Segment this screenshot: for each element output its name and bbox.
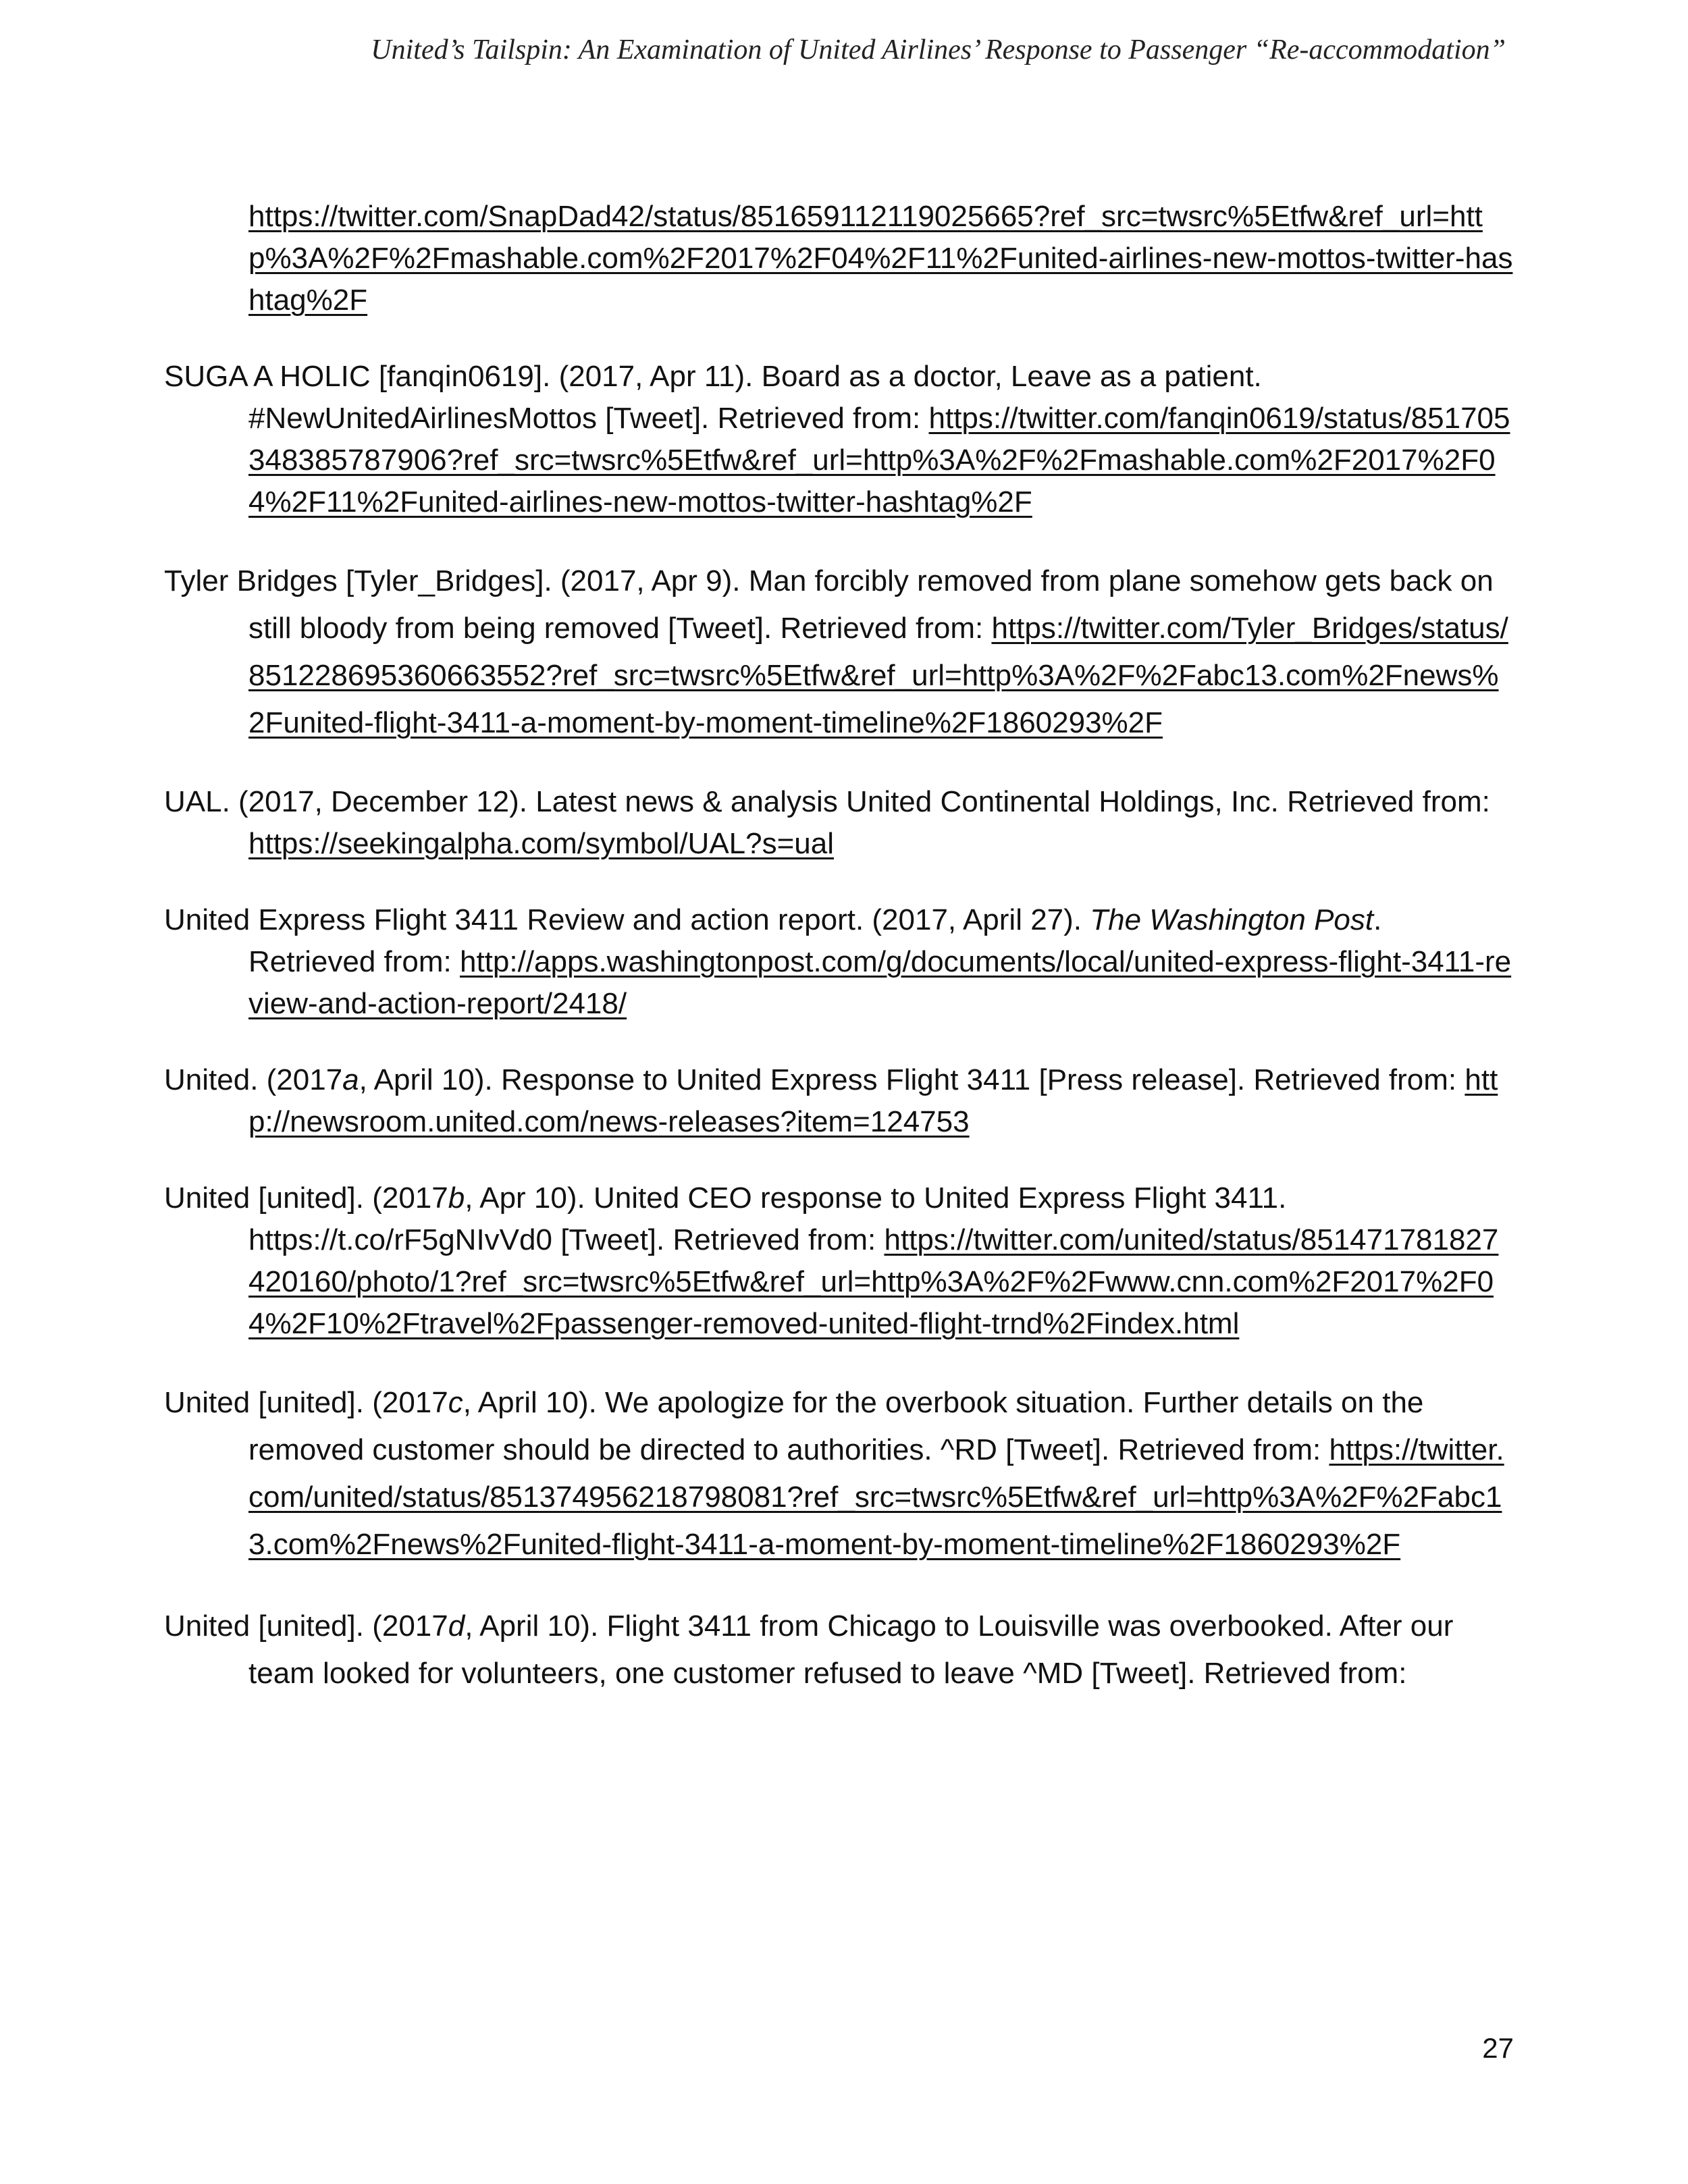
reference-entry <box>164 899 1514 1025</box>
reference-entry <box>164 781 1514 865</box>
reference-entry <box>164 558 1514 747</box>
reference-italic: d <box>448 1609 465 1643</box>
reference-italic: c <box>448 1386 463 1419</box>
reference-list <box>164 196 1514 1732</box>
reference-text: United [united]. (2017 <box>164 1386 448 1419</box>
page-number: 27 <box>1482 2032 1514 2064</box>
reference-entry <box>164 356 1514 523</box>
reference-text: UAL. (2017, December 12). Latest news & analysis United Continental Holdings, Inc. Retrieved from: <box>164 785 1490 818</box>
reference-link[interactable]: https://twitter.com/united/status/851471781827420160/photo/1?ref_src=twsrc%5Etfw&ref_url=http%3A%2F%2Fwww.cnn.com%2F2017%2F04%2F10%2Ftravel%2Fpassenger-removed-united-flight-trnd%2Findex.html <box>248 1223 1499 1340</box>
reference-text: , April 10). Response to United Express Flight 3411 [Press release]. Retrieved from: <box>359 1063 1465 1096</box>
reference-text: , April 10). Flight 3411 from Chicago to Louisville was overbooked. After our team looked for volunteers, one customer refused to leave ^MD [Tweet]. Retrieved from: <box>248 1609 1454 1690</box>
reference-text: United [united]. (2017 <box>164 1609 448 1643</box>
reference-entry <box>164 1379 1514 1568</box>
reference-link[interactable]: https://twitter.com/united/status/851374956218798081?ref_src=twsrc%5Etfw&ref_url=http%3A%2F%2Fabc13.com%2Fnews%2Funited-flight-3411-a-moment-by-moment-timeline%2F1860293%2F <box>248 1433 1504 1561</box>
reference-text: . Retrieved from: <box>248 903 1382 978</box>
reference-entry <box>164 1177 1514 1345</box>
reference-link[interactable]: http://apps.washingtonpost.com/g/documents/local/united-express-flight-3411-review-and-action-report/2418/ <box>248 945 1512 1020</box>
reference-text: Tyler Bridges [Tyler_Bridges]. (2017, Apr 9). Man forcibly removed from plane somehow gets back on still bloody from being removed [Tweet]. Retrieved from: <box>164 564 1494 645</box>
reference-link[interactable]: https://twitter.com/SnapDad42/status/851659112119025665?ref_src=twsrc%5Etfw&ref_url=http%3A%2F%2Fmashable.com%2F2017%2F04%2F11%2Funited-airlines-new-mottos-twitter-hashtag%2F <box>248 200 1513 317</box>
reference-entry <box>164 1059 1514 1143</box>
reference-italic: The Washington Post <box>1090 903 1374 936</box>
reference-link[interactable]: https://twitter.com/Tyler_Bridges/status/851228695360663552?ref_src=twsrc%5Etfw&ref_url=http%3A%2F%2Fabc13.com%2Fnews%2Funited-flight-3411-a-moment-by-moment-timeline%2F1860293%2F <box>248 612 1508 739</box>
reference-text: United Express Flight 3411 Review and action report. (2017, April 27). <box>164 903 1090 936</box>
reference-entry <box>164 1603 1514 1697</box>
reference-text: United [united]. (2017 <box>164 1181 448 1215</box>
reference-text: United. (2017 <box>164 1063 343 1096</box>
reference-link[interactable]: http://newsroom.united.com/news-releases?item=124753 <box>248 1063 1498 1138</box>
reference-text: , Apr 10). United CEO response to United Express Flight 3411. https://t.co/rF5gNIvVd0 [Tweet]. Retrieved from: <box>248 1181 1287 1256</box>
reference-italic: b <box>448 1181 465 1215</box>
reference-text: , April 10). We apologize for the overbook situation. Further details on the removed customer should be directed to authorities. ^RD [Tweet]. Retrieved from: <box>248 1386 1424 1466</box>
reference-text: SUGA A HOLIC [fanqin0619]. (2017, Apr 11). Board as a doctor, Leave as a patient. #NewUnitedAirlinesMottos [Tweet]. Retrieved from: <box>164 360 1262 435</box>
reference-link[interactable]: https://twitter.com/fanqin0619/status/851705348385787906?ref_src=twsrc%5Etfw&ref_url=http%3A%2F%2Fmashable.com%2F2017%2F04%2F11%2Funited-airlines-new-mottos-twitter-hashtag%2F <box>248 402 1510 518</box>
reference-link[interactable]: https://seekingalpha.com/symbol/UAL?s=ual <box>248 827 835 860</box>
running-header: United’s Tailspin: An Examination of United Airlines’ Response to Passenger “Re-accommodation” <box>371 34 1506 65</box>
reference-continuation <box>164 196 1514 321</box>
reference-italic: a <box>342 1063 359 1096</box>
